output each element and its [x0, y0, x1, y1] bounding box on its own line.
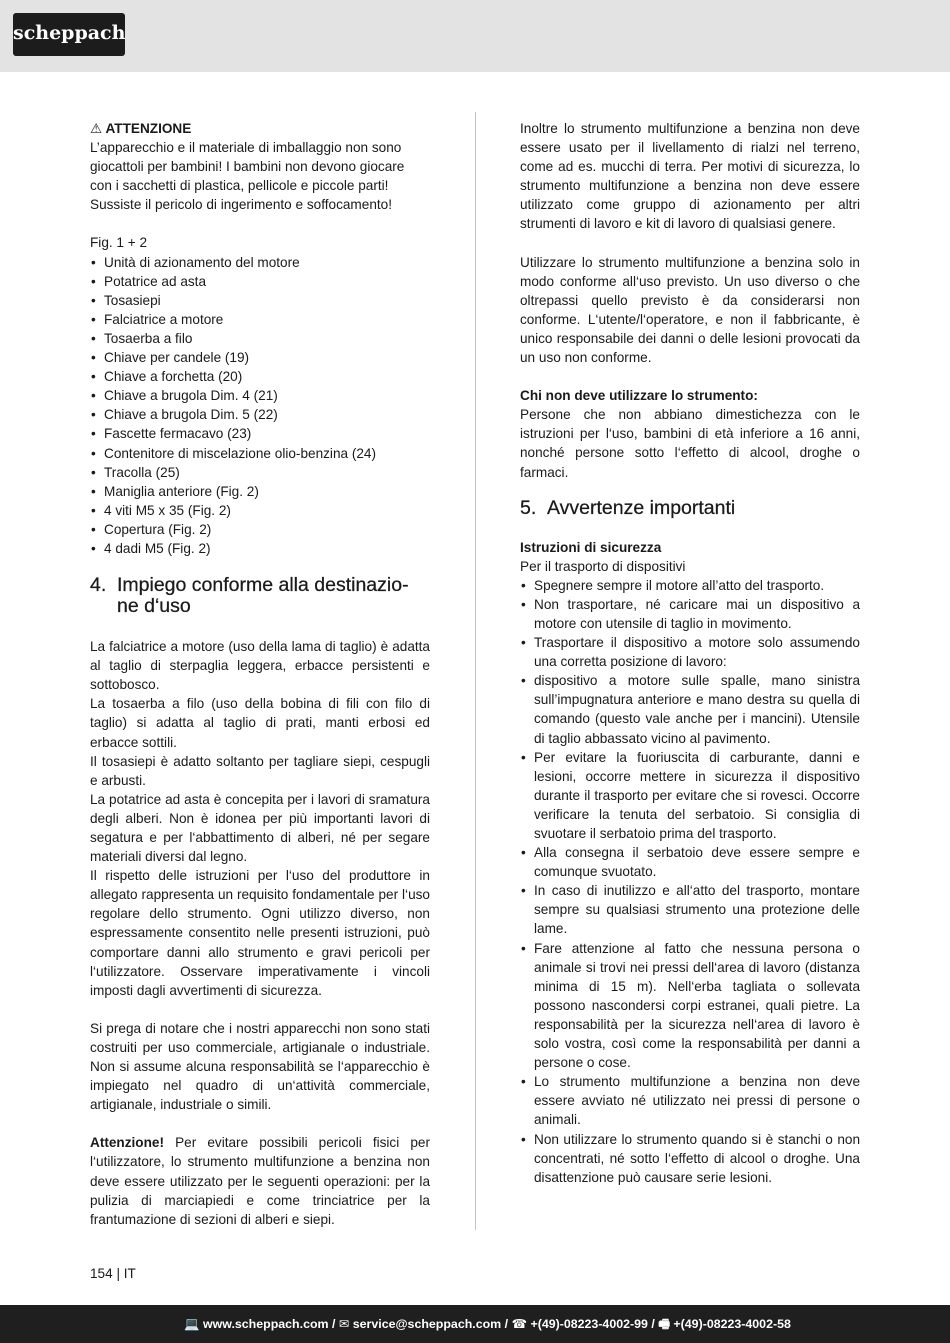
transport-label: Per il trasporto di dispositivi — [520, 558, 686, 574]
section-number: 4. — [90, 574, 107, 597]
safety-heading: Istruzioni di sicurezza — [520, 539, 662, 555]
fig-label: Fig. 1 + 2 — [90, 235, 148, 251]
list-item: • Copertura (Fig. 2) — [90, 520, 430, 539]
left-column — [90, 119, 430, 1229]
paragraph: Utilizzare lo strumento multifunzione a benzina solo in modo conforme all‘uso previsto. Un uso diverso o che oltrepassi quello previsto è da considerarsi non conforme. L‘utente/l‘operatore, e non il fabbricante, è unico responsabile dei danni o delle lesioni provocati da un uso non conforme. — [520, 254, 860, 366]
column-divider — [475, 112, 476, 1230]
list-item: • Alla consegna il serbatoio deve essere sempre e comunque svuotato. — [520, 843, 860, 881]
header-bar — [0, 0, 950, 72]
commercial-use-paragraph: Si prega di notare che i nostri apparecchi non sono stati costruiti per uso commerciale, artigianale o industriale. Non si assume alcuna responsabilità se l‘apparecchio è impiegato nel quadro di un‘attività commerciale, artigianale, industriale o simili. — [90, 1020, 430, 1113]
list-item: • Trasportare il dispositivo a motore solo assumendo una corretta posizione di lavoro: — [520, 633, 860, 671]
paragraph: La tosaerba a filo (uso della bobina di fili con filo di taglio) si adatta al taglio di prati, manti erbosi ed erbacce sottili. — [90, 696, 430, 750]
list-item: • Spegnere sempre il motore all’atto del trasporto. — [520, 576, 860, 595]
who-heading: Chi non deve utilizzare lo strumento: — [520, 388, 758, 404]
list-item: • Chiave a brugola Dim. 4 (21) — [90, 386, 430, 405]
list-item: • 4 viti M5 x 35 (Fig. 2) — [90, 501, 430, 520]
list-item: • Non trasportare, né caricare mai un dispositivo a motore con utensile di taglio in movimento. — [520, 595, 860, 633]
attention-paragraph: Attenzione! Per evitare possibili pericoli fisici per l‘utilizzatore, lo strumento multifunzione a benzina non deve essere utilizzato per le seguenti operazioni: per la pulizia di marciapiedi e come trinciatrice per la frantumazione di sezioni di alberi e siepi. — [90, 1135, 430, 1227]
list-item: • Non utilizzare lo strumento quando si è stanchi o non concentrati, né sotto l‘effetto di alcool o droghe. Una disattenzione può causare serie lesioni. — [520, 1130, 860, 1187]
section-number: 5. — [520, 496, 537, 519]
section-title: Impiego conforme alla destinazio- ne d‘uso — [117, 574, 409, 618]
list-item: • Tracolla (25) — [90, 463, 430, 482]
mail-icon: ✉ — [338, 1317, 350, 1331]
list-item: • Chiave a forchetta (20) — [90, 367, 430, 386]
footer-bar: 💻 www.scheppach.com / ✉ service@scheppach.com / ☎ +(49)-08223-4002-99 / 🖷 +(49)-08223-4002-58 — [0, 1305, 950, 1343]
fig-list — [90, 253, 430, 559]
phone-icon: ☎ — [511, 1317, 527, 1331]
paragraph: La falciatrice a motore (uso della lama di taglio) è adatta al taglio di sterpaglia leggera, erbacce persistenti e sottobosco. — [90, 639, 430, 693]
fax-number: +(49)-08223-4002-58 — [673, 1317, 791, 1331]
warning-heading — [90, 119, 430, 138]
list-item: • Chiave per candele (19) — [90, 348, 430, 367]
scheppach-logo: scheppach — [13, 13, 125, 56]
right-column — [520, 119, 860, 1187]
safety-list — [520, 576, 860, 1187]
page-number: 154 | IT — [90, 1266, 136, 1281]
section-5-heading — [520, 498, 860, 519]
phone-number: +(49)-08223-4002-99 — [530, 1317, 648, 1331]
list-item: • Potatrice ad asta — [90, 272, 430, 291]
list-item: • In caso di inutilizzo e all‘atto del trasporto, montare sempre su qualsiasi strumento una protezione delle lame. — [520, 881, 860, 938]
who-text: Persone che non abbiano dimestichezza con le istruzioni per l‘uso, bambini di età inferiore a 16 anni, nonché persone sotto l‘effetto di alcool, droghe o farmaci. — [520, 407, 860, 480]
list-item: • Contenitore di miscelazione olio-benzina (24) — [90, 444, 430, 463]
warning-text: L’apparecchio e il materiale di imballaggio non sono giocattoli per bambini! I bambini non devono giocare con i sacchetti di plastica, pellicole e piccole parti! Sussiste il pericolo di ingerimento e soffocamento! — [90, 140, 405, 213]
list-item: • Lo strumento multifunzione a benzina non deve essere avviato né utilizzato nei pressi di persone o animali. — [520, 1072, 860, 1129]
website-link[interactable]: www.scheppach.com — [203, 1317, 329, 1331]
paragraph: Inoltre lo strumento multifunzione a benzina non deve essere usato per il livellamento di rialzi nel terreno, come ad es. mucchi di terra. Per motivi di sicurezza, lo strumento multifunzione a benzina non deve essere utilizzato come gruppo di azionamento per altri strumenti di lavoro e kit di lavoro di qualsiasi genere. — [520, 121, 860, 232]
fax-icon: 🖷 — [658, 1317, 670, 1331]
language-code: IT — [123, 1266, 136, 1281]
list-item: • Maniglia anteriore (Fig. 2) — [90, 482, 430, 501]
paragraph: Il rispetto delle istruzioni per l‘uso del produttore in allegato rappresenta un requisito fondamentale per l‘uso regolare dello strumento. Ogni utilizzo diverso, non espressamente consentito nelle presenti istruzioni, può comportare danni allo strumento e gravi pericoli per l‘utilizzatore. Osservare imperativamente i vincoli imposti dagli avvertimenti di sicurezza. — [90, 868, 430, 998]
section-title: Avvertenze importanti — [547, 496, 736, 519]
list-item: • Per evitare la fuoriuscita di carburante, danni e lesioni, occorre mettere in sicurezza il dispositivo durante il trasporto per evitare che si rovesci. Occorre verificare la tenuta del serbatoio. Si consiglia di svuotare il serbatoio prima del trasporto. — [520, 748, 860, 843]
list-item: • Tosaerba a filo — [90, 329, 430, 348]
paragraph: Il tosasiepi è adatto soltanto per tagliare siepi, cespugli e arbusti. — [90, 753, 430, 788]
list-item: • Falciatrice a motore — [90, 310, 430, 329]
list-item: • dispositivo a motore sulle spalle, mano sinistra sull’impugnatura anteriore e mano destra su quella di comando (questo vale anche per i mancini). Utensile di taglio abbassato vicino al pavimento. — [520, 671, 860, 747]
attention-label: Attenzione! — [90, 1135, 165, 1151]
list-item: • 4 dadi M5 (Fig. 2) — [90, 539, 430, 558]
list-item: • Chiave a brugola Dim. 5 (22) — [90, 405, 430, 424]
section-4-heading — [90, 575, 430, 617]
warning-heading-text: ATTENZIONE — [105, 121, 192, 136]
computer-icon: 💻 — [184, 1317, 200, 1331]
list-item: • Fascette fermacavo (23) — [90, 424, 430, 443]
list-item: • Fare attenzione al fatto che nessuna persona o animale si trovi nei pressi dell‘area di lavoro (distanza minima di 15 m). Nell‘erba tagliata o sollevata possono nascondersi corpi estranei, quali pietre. La responsabilità per la sicurezza nell‘area di lavoro è solo vostra, così come la responsabilità per danni a persone o cose. — [520, 939, 860, 1073]
warning-icon: ⚠ — [90, 121, 103, 136]
email-link[interactable]: service@scheppach.com — [352, 1317, 502, 1331]
paragraph: La potatrice ad asta è concepita per i lavori di sramatura degli alberi. Non è idonea per più importanti lavori di segatura e per l‘abbattimento di alberi, né per segare materiali diversi dal legno. — [90, 791, 430, 865]
list-item: • Unità di azionamento del motore — [90, 253, 430, 272]
list-item: • Tosasiepi — [90, 291, 430, 310]
